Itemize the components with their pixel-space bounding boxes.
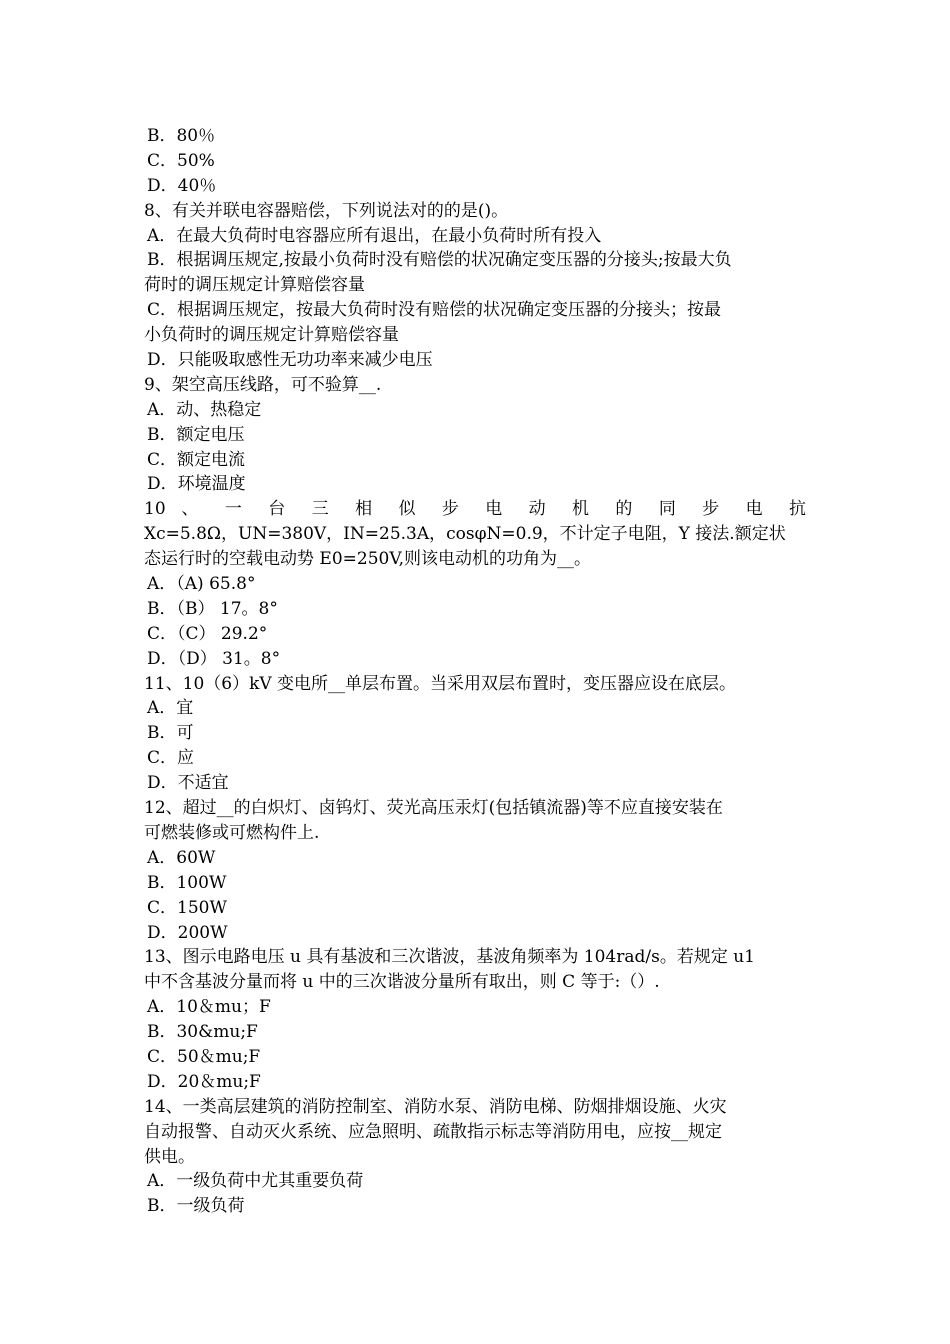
question-text-line: 11、10（6）kV 变电所__单层布置。当采用双层布置时，变压器应设在底层。 [144, 673, 737, 694]
answer-option-line: D．200W [147, 922, 228, 943]
answer-option-line: B．根据调压规定,按最小负荷时没有赔偿的状况确定变压器的分接头;按最大负 [147, 250, 732, 271]
answer-option-line: D．不适宜 [147, 773, 229, 794]
answer-option-line: A．60W [147, 847, 216, 868]
answer-option-line: B．可 [147, 723, 194, 744]
answer-option-line: D．只能吸取感性无功功率来减少电压 [147, 350, 433, 371]
question-text-line: 自动报警、自动灭火系统、应急照明、疏散指示标志等消防用电，应按__规定 [144, 1121, 722, 1142]
question-text-line: 态运行时的空载电动势 E0=250V,则该电动机的功角为__。 [144, 549, 592, 570]
question-text-line: Xc=5.8Ω，UN=380V，IN=25.3A，cosφN=0.9，不计定子电阻，Y 接法.额定状 [144, 524, 786, 545]
question-text-line: 9、架空高压线路，可不验算__. [144, 374, 382, 395]
answer-option-line: B．额定电压 [147, 424, 245, 445]
answer-option-line: D．20＆mu;F [147, 1071, 261, 1092]
answer-option-line: C．（C） 29.2° [147, 623, 268, 644]
answer-option-line: A．在最大负荷时电容器应所有退出，在最小负荷时所有投入 [147, 225, 602, 246]
answer-option-line: A．（A) 65.8° [147, 574, 256, 595]
answer-option-line: A．动、热稳定 [147, 399, 262, 420]
answer-option-line: B．一级负荷 [147, 1196, 245, 1217]
answer-option-line: D．环境温度 [147, 474, 246, 495]
question-text-line: 10 、 一 台 三 相 似 步 电 动 机 的 同 步 电 抗 [144, 499, 806, 520]
question-text-line: 13、图示电路电压 u 具有基波和三次谐波，基波角频率为 104rad/s。若规定 u1 [144, 947, 756, 968]
question-text-line: 荷时的调压规定计算赔偿容量 [144, 275, 365, 296]
question-text-line: 中不含基波分量而将 u 中的三次谐波分量所有取出，则 C 等于:（）. [144, 972, 660, 993]
answer-option-line: B．30&mu;F [147, 1022, 258, 1043]
answer-option-line: A．一级负荷中尤其重要负荷 [147, 1171, 364, 1192]
answer-option-line: A．10＆mu；F [147, 997, 271, 1018]
answer-option-line: C．根据调压规定，按最大负荷时没有赔偿的状况确定变压器的分接头；按最 [147, 300, 722, 321]
answer-option-line: B．80％ [147, 126, 216, 146]
question-text-line: 可燃装修或可燃构件上. [144, 822, 320, 843]
answer-option-line: C．额定电流 [147, 449, 246, 470]
question-text-line: 8、有关并联电容器赔偿，下列说法对的的是()。 [144, 200, 509, 221]
answer-option-line: C．应 [147, 748, 195, 769]
answer-option-line: C．50＆mu;F [147, 1046, 261, 1067]
answer-option-line: C．150W [147, 897, 227, 918]
answer-option-line: A．宜 [147, 698, 194, 719]
document-body [144, 124, 806, 1219]
answer-option-line: D．40％ [147, 175, 217, 196]
answer-option-line: B．（B） 17。8° [147, 598, 278, 619]
answer-option-line: D．（D） 31。8° [147, 648, 281, 669]
question-text-line: 12、超过__的白炽灯、卤钨灯、荧光高压汞灯(包括镇流器)等不应直接安装在 [144, 798, 723, 819]
answer-option-line: C．50% [147, 150, 215, 171]
answer-option-line: B．100W [147, 872, 227, 893]
question-text-line: 供电。 [144, 1146, 195, 1167]
question-text-line: 14、一类高层建筑的消防控制室、消防水泵、消防电梯、防烟排烟设施、火灾 [144, 1096, 727, 1117]
question-text-line: 小负荷时的调压规定计算赔偿容量 [144, 325, 399, 346]
